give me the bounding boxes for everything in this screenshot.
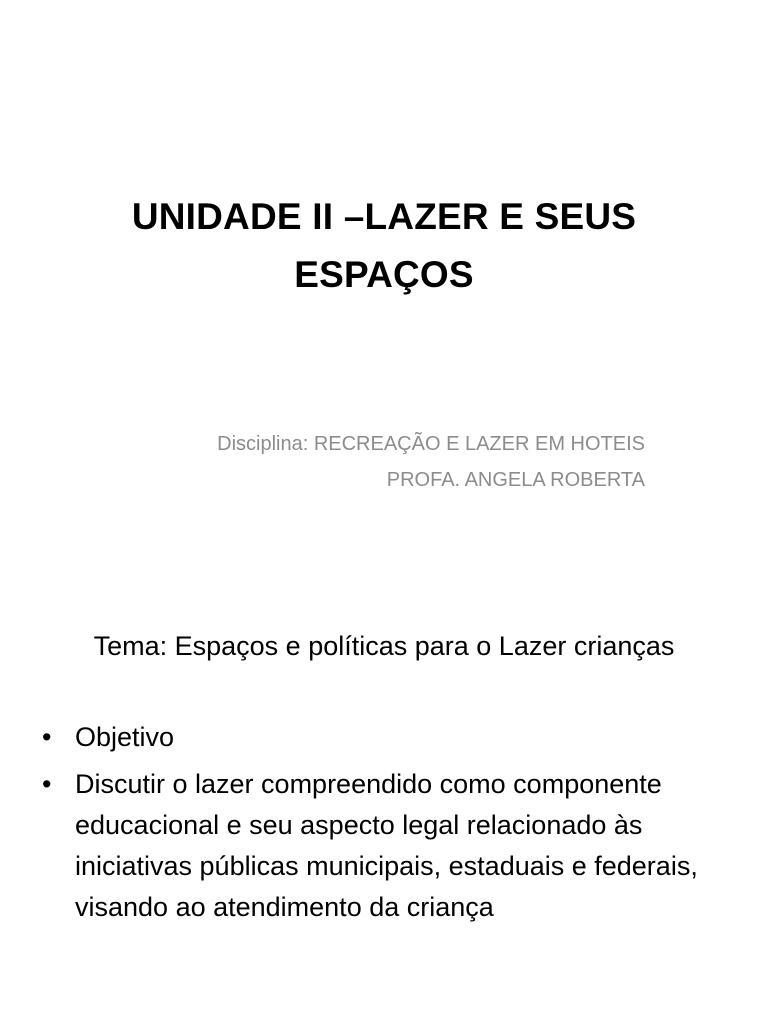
slide-title (90, 188, 678, 304)
discipline-text: Disciplina: RECREAÇÃO E LAZER EM HOTEIS (217, 433, 645, 455)
bullet-text: Discutir o lazer compreendido como componente educacional e seu aspecto legal relacionado às iniciativas públicas municipais, estaduais e federais, visando ao atendimento da criança (75, 769, 698, 922)
bullet-dot-icon: • (42, 722, 52, 752)
content-slide (0, 512, 768, 1024)
slide-title-line-2: ESPAÇOS (294, 254, 474, 295)
slide-subtitle (85, 426, 645, 498)
bullet-item-discutir (42, 764, 732, 928)
bullet-list (42, 717, 732, 934)
professor-text: PROFA. ANGELA ROBERTA (386, 469, 645, 491)
bullet-item-objetivo (42, 717, 732, 758)
bullet-text: Objetivo (75, 722, 175, 752)
slide-title-line-1: UNIDADE II –LAZER E SEUS (131, 196, 637, 237)
bullet-dot-icon: • (42, 769, 52, 799)
theme-heading: Tema: Espaços e políticas para o Lazer crianças (93, 631, 675, 661)
